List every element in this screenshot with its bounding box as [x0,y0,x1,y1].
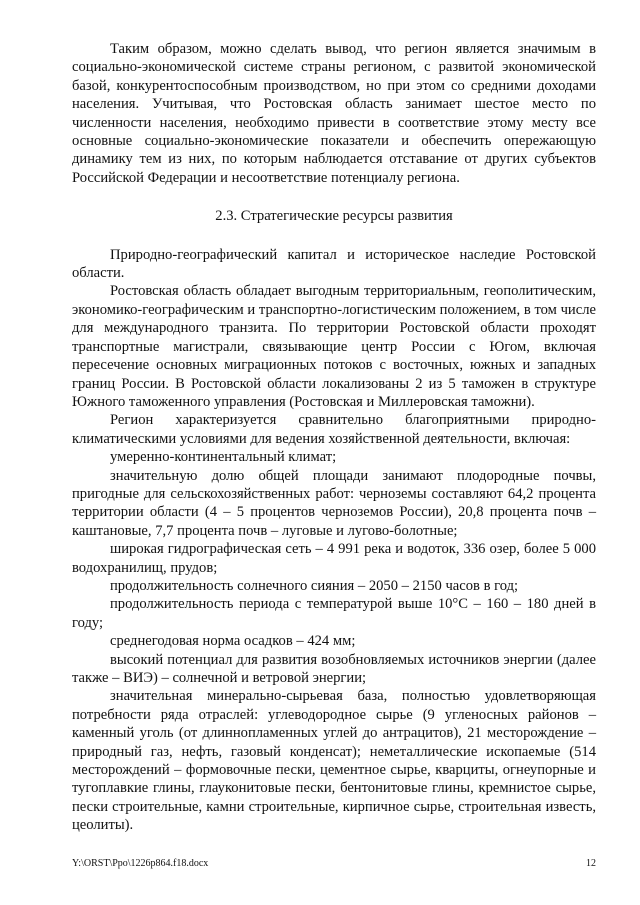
intro-paragraph: Таким образом, можно сделать вывод, что регион является значимым в социально-экономической системе страны регионом, с развитой экономической базой, конкурентоспособным производством, но при этом со средними доходами населения. Учитывая, что Ростовская область занимает шестое место по численности населения, необходимо привести в соответствие этому месту все основные социально-экономические показатели и обеспечить опережающую динамику тем из них, по которым наблюдается отставание от других субъектов Российской Федерации и несоответствие потенциалу региона. [72,41,596,186]
footer-page-number: 12 [586,858,596,869]
list-item-mineral-base: значительная минерально-сырьевая база, полностью удовлетворяющая потребности ряда отраслей: углеводородное сырье (9 угленосных районов – каменный уголь (от длиннопламенных углей до антрацитов), 21 месторождение – природный газ, нефть, газовый конденсат); неметаллические ископаемые (514 месторождений – формовочные пески, цементное сырье, кварциты, огнеупорные и тугоплавкие глины, глауконитовые пески, бентонитовые глины, кремнистое сырье, пески строительные, камни строительные, кирпичное сырье, строительная известь, цеолиты). [72,688,596,834]
list-item-renewable-energy: высокий потенциал для развития возобновляемых источников энергии (далее также – ВИЭ) – солнечной и ветровой энергии; [72,651,596,686]
paragraph-natural-capital: Природно-географический капитал и историческое наследие Ростовской области. [72,246,596,282]
list-item-sunshine: продолжительность солнечного сияния – 2050 – 2150 часов в год; [110,577,519,594]
list-item-climate: умеренно-континентальный климат; [110,449,337,466]
list-item-hydrography: широкая гидрографическая сеть – 4 991 река и водоток, 336 озер, более 5 000 водохранилищ, прудов; [72,541,596,576]
list-item-precipitation: среднегодовая норма осадков – 424 мм; [110,633,356,650]
section-heading: 2.3. Стратегические ресурсы развития [215,208,453,225]
paragraph-location: Ростовская область обладает выгодным территориальным, геополитическим, экономико-географическим и транспортно-логистическим положением, в том числе для международного транзита. По территории Ростовской области проходят транспортные магистрали, связывающие центр России с Югом, включая пересечение основных миграционных потоков с восточных, южных и западных границ России. В Ростовской области локализованы 2 из 5 таможен в структуре Южного таможенного управления (Ростовская и Миллеровская таможни). [72,283,596,410]
footer-file-path: Y:\ORST\Ppo\1226p864.f18.docx [72,858,209,869]
list-item-temperature-period: продолжительность периода с температурой выше 10°С – 160 – 180 дней в году; [72,596,596,631]
list-item-soils: значительную долю общей площади занимают плодородные почвы, пригодные для сельскохозяйственных работ: черноземы составляют 64,2 процента территории области (4 – 5 процентов черноземов России), 20,8 процента почв – каштановые, 7,7 процента почв – луговые и лугово-болотные; [72,467,596,539]
paragraph-climate-intro: Регион характеризуется сравнительно благоприятными природно-климатическими условиями для ведения хозяйственной деятельности, включая: [72,412,596,447]
page-body [72,40,596,835]
